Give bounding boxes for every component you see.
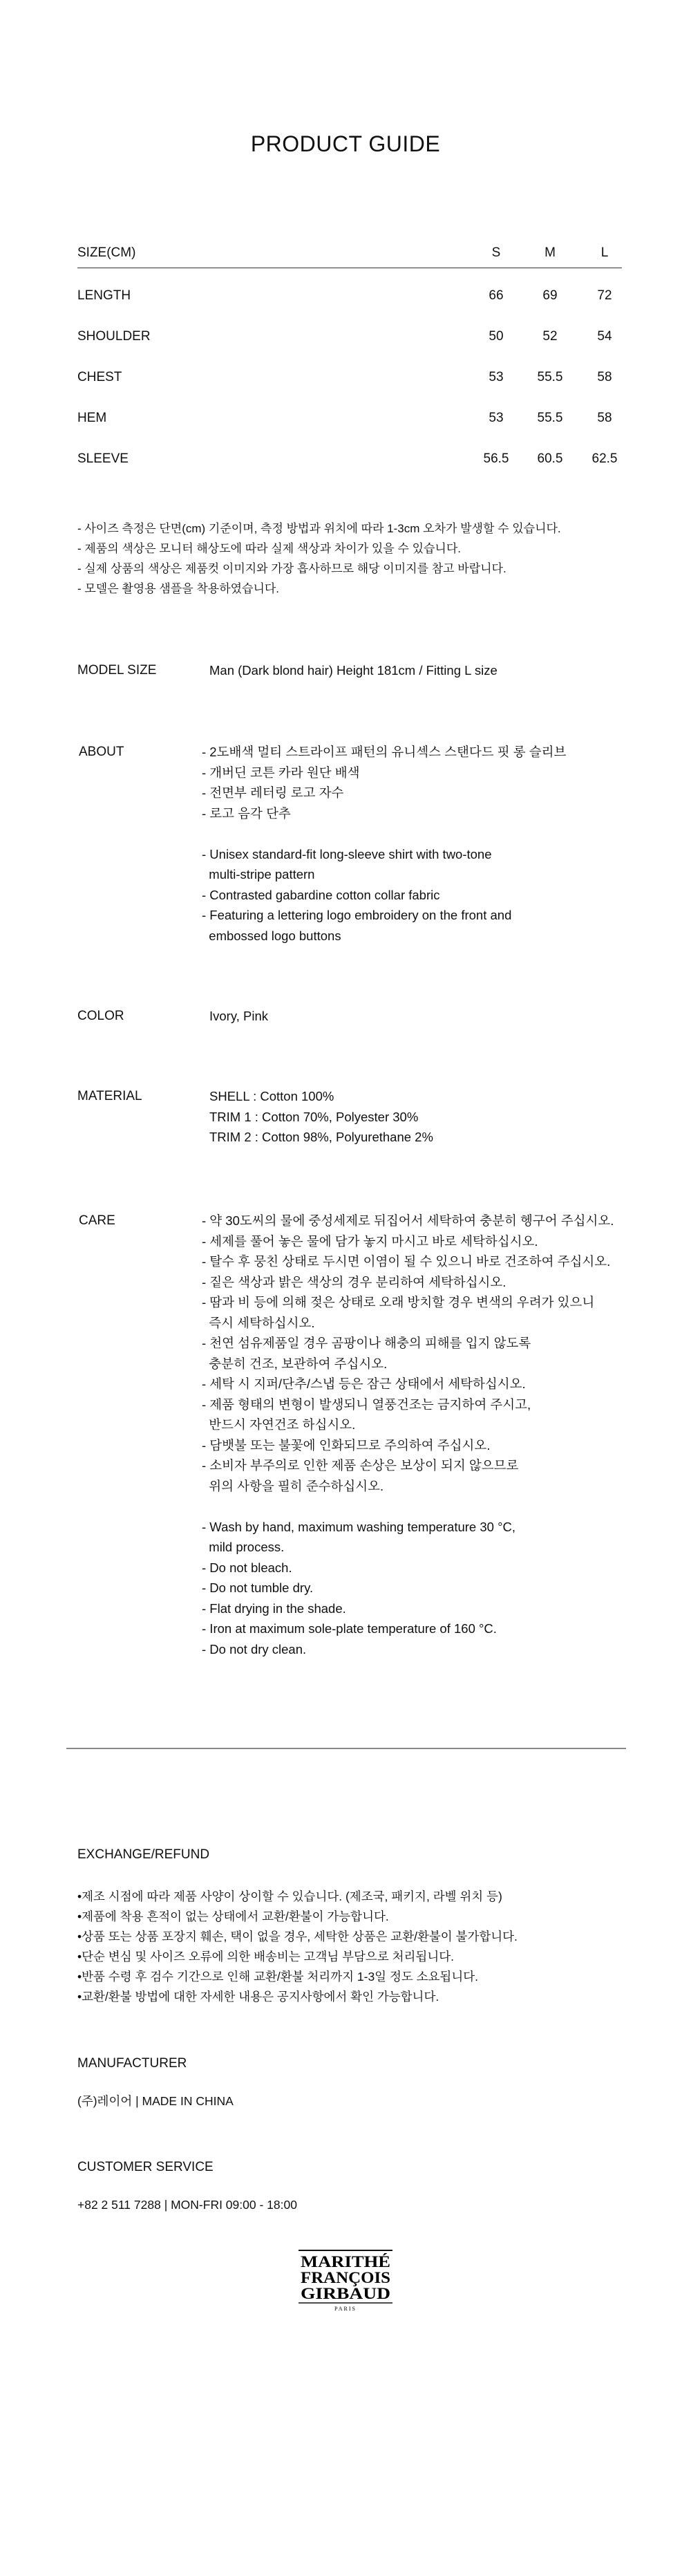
row-label: LENGTH xyxy=(77,288,131,303)
exchange-line: •제품에 착용 흔적이 없는 상태에서 교환/환불이 가능합니다. xyxy=(77,1910,389,1923)
care-line: 즉시 세탁하십시오. xyxy=(202,1315,315,1330)
care-line: 충분히 건조, 보관하여 주십시오. xyxy=(202,1356,388,1371)
care-line: - 탈수 후 뭉친 상태로 두시면 이염이 될 수 있으니 바로 건조하여 주십시오. xyxy=(202,1254,611,1269)
care-line: - 짙은 색상과 밝은 색상의 경우 분리하여 세탁하십시오. xyxy=(202,1274,507,1289)
row-value: 50 xyxy=(489,329,504,344)
about-line: - 2도배색 멀티 스트라이프 패턴의 유니섹스 스탠다드 핏 롱 슬리브 xyxy=(202,745,567,759)
row-value: 55.5 xyxy=(537,411,563,425)
exchange-text xyxy=(77,1887,518,2007)
care-line: - 약 30도씨의 물에 중성세제로 뒤집어서 세탁하여 충분히 헹구어 주십시오. xyxy=(202,1213,614,1228)
row-label: SHOULDER xyxy=(77,329,151,344)
table-row xyxy=(77,316,622,357)
row-value: 58 xyxy=(597,411,612,425)
about-line: - 로고 음각 단추 xyxy=(202,805,291,821)
care-line: - 담뱃불 또는 불꽃에 인화되므로 주의하여 주십시오. xyxy=(202,1437,491,1453)
logo-line-2: FRANÇOIS xyxy=(301,2269,390,2286)
section-divider xyxy=(66,1748,626,1749)
care-line xyxy=(202,1496,614,1517)
size-header-m: M xyxy=(545,245,556,260)
material-line: TRIM 1 : Cotton 70%, Polyester 30% xyxy=(209,1109,419,1124)
size-table xyxy=(77,239,622,479)
logo-line-1: MARITHÉ xyxy=(301,2253,390,2270)
care-line: - 세제를 풀어 놓은 물에 담가 놓지 마시고 바로 세탁하십시오. xyxy=(202,1233,538,1249)
row-value: 55.5 xyxy=(537,370,563,384)
row-value: 52 xyxy=(542,329,558,344)
note-line: - 제품의 색상은 모니터 해상도에 따라 실제 색상과 차이가 있을 수 있습니다. xyxy=(77,542,461,555)
row-label: CHEST xyxy=(77,370,122,384)
size-header-s: S xyxy=(491,245,501,260)
logo-line-3: GIRBAUD xyxy=(301,2285,390,2302)
about-line: - Featuring a lettering logo embroidery on the front and xyxy=(202,908,512,922)
size-table-header xyxy=(77,239,622,268)
note-line: - 모델은 촬영용 샘플을 착용하였습니다. xyxy=(77,582,280,595)
row-value: 56.5 xyxy=(483,451,509,466)
about-line: embossed logo buttons xyxy=(202,928,341,943)
customer-service-text xyxy=(77,2195,297,2215)
row-value: 53 xyxy=(489,370,504,384)
customer-service-value: +82 2 511 7288 | MON-FRI 09:00 - 18:00 xyxy=(77,2198,297,2212)
care-line: - 세탁 시 지퍼/단추/스냅 등은 잠근 상태에서 세탁하십시오. xyxy=(202,1376,526,1391)
manufacturer-text xyxy=(77,2091,234,2111)
care-line: - Wash by hand, maximum washing temperature 30 °C, xyxy=(202,1519,515,1534)
brand-logo xyxy=(296,2248,395,2313)
table-row xyxy=(77,357,622,398)
row-value: 53 xyxy=(489,411,504,425)
care-line: - 제품 형태의 변형이 발생되니 열풍건조는 금지하여 주시고, xyxy=(202,1397,531,1412)
material-line: TRIM 2 : Cotton 98%, Polyurethane 2% xyxy=(209,1130,433,1144)
about-line: - Contrasted gabardine cotton collar fabric xyxy=(202,887,440,902)
row-label: HEM xyxy=(77,411,107,425)
row-value: 58 xyxy=(597,370,612,384)
exchange-line: •단순 변심 및 사이즈 오류에 의한 배송비는 고객님 부담으로 처리됩니다. xyxy=(77,1950,454,1963)
care-line: 반드시 자연건조 하십시오. xyxy=(202,1417,356,1432)
row-value: 62.5 xyxy=(591,451,618,466)
care-line: - Do not bleach. xyxy=(202,1560,292,1575)
care-line: - Do not dry clean. xyxy=(202,1641,307,1656)
manufacturer-value: (주)레이어 | MADE IN CHINA xyxy=(77,2094,234,2108)
about-line xyxy=(202,823,566,844)
model-size-value: Man (Dark blond hair) Height 181cm / Fitting L size xyxy=(209,663,498,678)
about-line: - 개버딘 코튼 카라 원단 배색 xyxy=(202,765,360,780)
care-line: 위의 사항을 필히 준수하십시오. xyxy=(202,1478,384,1493)
table-row xyxy=(77,275,622,316)
color-text xyxy=(209,1006,268,1027)
logo-sub: PARIS xyxy=(334,2306,357,2312)
care-line: - Do not tumble dry. xyxy=(202,1580,314,1595)
care-line: - Iron at maximum sole-plate temperature of 160 °C. xyxy=(202,1621,497,1636)
about-line: multi-stripe pattern xyxy=(202,867,315,881)
exchange-label: EXCHANGE/REFUND xyxy=(77,1847,210,1862)
care-label: CARE xyxy=(79,1213,115,1228)
care-line: mild process. xyxy=(202,1540,285,1554)
material-label: MATERIAL xyxy=(77,1089,142,1103)
model-size-text xyxy=(209,660,498,681)
care-line: - Flat drying in the shade. xyxy=(202,1600,346,1616)
exchange-line: •교환/환불 방법에 대한 자세한 내용은 공지사항에서 확인 가능합니다. xyxy=(77,1990,439,2004)
page-title: PRODUCT GUIDE xyxy=(250,131,441,156)
exchange-line: •상품 또는 상품 포장지 훼손, 택이 없을 경우, 세탁한 상품은 교환/환불이 불가합니다. xyxy=(77,1930,518,1943)
exchange-line: •제조 시점에 따라 제품 사양이 상이할 수 있습니다. (제조국, 패키지, 라벨 위치 등) xyxy=(77,1889,502,1903)
care-text xyxy=(202,1211,614,1659)
care-line: - 소비자 부주의로 인한 제품 손상은 보상이 되지 않으므로 xyxy=(202,1458,519,1473)
table-row xyxy=(77,398,622,438)
care-line: - 땀과 비 등에 의해 젖은 상태로 오래 방치할 경우 변색의 우려가 있으니 xyxy=(202,1295,595,1309)
row-value: 60.5 xyxy=(537,451,563,466)
material-line: SHELL : Cotton 100% xyxy=(209,1089,334,1103)
row-label: SLEEVE xyxy=(77,451,129,466)
row-value: 66 xyxy=(489,288,504,303)
row-value: 72 xyxy=(597,288,612,303)
about-line: - 전면부 레터링 로고 자수 xyxy=(202,785,344,800)
customer-service-label: CUSTOMER SERVICE xyxy=(77,2160,214,2174)
care-line: - 천연 섬유제품일 경우 곰팡이나 해충의 피해를 입지 않도록 xyxy=(202,1336,531,1350)
size-header-l: L xyxy=(600,245,609,260)
model-size-label: MODEL SIZE xyxy=(77,663,157,678)
size-notes xyxy=(77,519,561,599)
material-text xyxy=(209,1086,433,1148)
table-row xyxy=(77,438,622,479)
note-line: - 실제 상품의 색상은 제품컷 이미지와 가장 흡사하므로 해당 이미지를 참고 바랍니다. xyxy=(77,562,507,575)
about-label: ABOUT xyxy=(79,745,124,759)
note-line: - 사이즈 측정은 단면(cm) 기준이며, 측정 방법과 위치에 따라 1-3cm 오차가 발생할 수 있습니다. xyxy=(77,522,561,535)
about-text xyxy=(202,742,566,946)
size-header-label: SIZE(CM) xyxy=(77,245,136,260)
about-line: - Unisex standard-fit long-sleeve shirt with two-tone xyxy=(202,846,492,861)
row-value: 69 xyxy=(542,288,558,303)
color-value: Ivory, Pink xyxy=(209,1009,268,1023)
manufacturer-label: MANUFACTURER xyxy=(77,2056,187,2071)
exchange-line: •반품 수령 후 검수 기간으로 인해 교환/환불 처리까지 1-3일 정도 소요됩니다. xyxy=(77,1970,479,1984)
row-value: 54 xyxy=(597,329,612,344)
color-label: COLOR xyxy=(77,1009,124,1023)
